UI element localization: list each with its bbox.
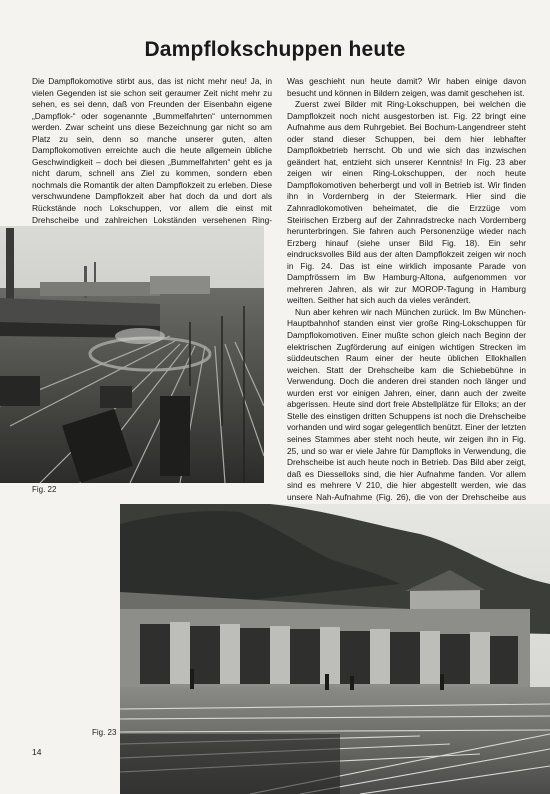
photo-fig22-roundhouse-yard (0, 226, 264, 483)
paragraph: Zuerst zwei Bilder mit Ring-Lokschuppen, bei welchen die Dampflokzeit noch nicht ausgestorben ist. Fig. 22 bringt eine Aufnahme aus dem Ruhrgebiet. Bei Bochum-Langendreer steht oder stand dieser Schuppen, bei dem hier lebhafter Dampflokbetrieb herrscht. Ob und wie sich das inzwischen geändert hat, entzieht sich unserer Kenntnis! In Fig. 23 aber zeigen wir einen Ring-Lokschuppen, der noch heute Dampflokomotiven beherbergt und voll in Betrieb ist. Wir finden ihn in Vordernberg in der Steiermark. Hier sind die Zahnradlokomotiven beheimatet, die die Erzzüge vom Steirischen Erzberg auf der Zahnradstrecke nach Vordernberg herunterbringen. Sie fahren auch Personenzüge wieder nach Erzberg hinauf (siehe unser Bild Fig. 18). Ein sehr eindrucksvolles Bild aus der alten Dampflokzeit zeigen wir noch in Fig. 24. Das ist eine wirklich imposante Parade von Dampfrössern im Bw Hamburg-Altona, aufgenommen vor mehreren Jahren, als wir zur MOROP-Tagung in Hamburg weilten. Seither hat sich auch da vieles verändert. (287, 99, 526, 306)
page-title: Dampflokschuppen heute (144, 38, 406, 61)
photo-fig23-vordernberg-roundhouse (120, 504, 550, 794)
caption-fig22: Fig. 22 (32, 485, 57, 494)
paragraph: Was geschieht nun heute damit? Wir haben einige davon besucht und können in Bildern zeigen, was damit geschehen ist. (287, 76, 526, 98)
page-number: 14 (32, 747, 42, 757)
paragraph: Nun aber kehren wir nach München zurück. Im Bw München-Hauptbahnhof standen einst vier große Ring-Lokschuppen für Dampflokomotiven. Einer mußte schon gleich nach Beginn der elektrischen Zugförderung auf einigen wichtigen Strecken im süddeutschen Raum einer der heute üblichen Ellokhallen weichen. Statt der Drehscheibe kam die Schiebebühne in Verwendung. Doch die anderen drei standen noch länger und wurden erst vor einigen Jahren, einer, dann auch der zweite abgerissen. Heute sind dort freie Abstellplätze für Elloks; an der Stelle des einstigen dritten Schuppens ist noch die Drehscheibe vorhanden und wird sogar gelegentlich benützt. Einer der letzten seines Stammes aber steht noch heute, wir zeigen ihn in Fig. 25, und so war er viele Jahre für Dampfloks in Verwendung, die Drehscheibe ist auch heute noch in Betrieb. Das Bild aber zeigt, daß es Diesselloks sind, die hier Aufnahme fanden. Vor allem sind es mehrere V 210, die hier abgestellt werden, wie das unsere Nah-Aufnahme (Fig. 26), die von der Drehscheibe aus (287, 306, 526, 502)
right-column (287, 76, 526, 561)
paragraph: Die Dampflokomotive stirbt aus, das ist nicht mehr neu! Ja, in vielen Gegenden ist sie schon seit geraumer Zeit nicht mehr zu sehen, es sei denn, daß von Freunden der Eisenbahn eigene „Dampflok-“ oder sogenannte „Bummelfahrten“ unternommen werden. Zwar scheint uns diese Bezeichnung gar nicht so am Platz zu sein, denn so manche unserer guten, alten Dampflokomotiven erreichte auch die heute allgemein übliche Geschwindigkeit – doch bei diesen „Bummelfahrten“ geht es ja nicht darum, schnell ans Ziel zu kommen, sondern eben nochmals die Romantik der alten Dampflokzeit zu erleben. Diese verschwundene Dampflokzeit aber hat doch da und dort als Rückstände noch Lokschuppen, vor allem die einst mit Drehscheibe und zahlreichen Lokständen versehenen Ring- (32, 76, 272, 225)
caption-fig23: Fig. 23 (92, 728, 117, 737)
left-column (32, 76, 272, 238)
